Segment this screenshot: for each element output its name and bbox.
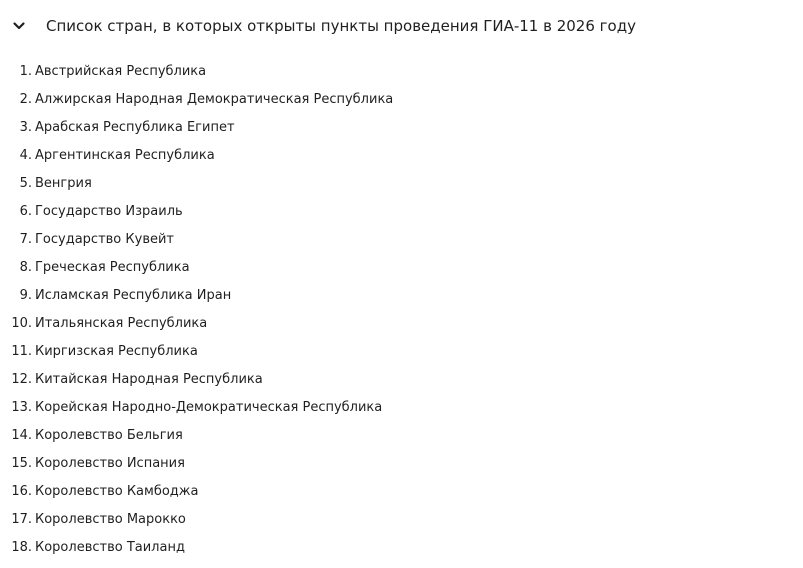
list-item-number: 8. — [19, 260, 32, 275]
list-item-label: Королевство Марокко — [35, 512, 186, 527]
chevron-down-icon[interactable] — [11, 18, 27, 34]
list-item — [0, 144, 393, 172]
list-item — [0, 480, 393, 508]
list-item-label: Королевство Испания — [35, 456, 185, 471]
list-item-number: 2. — [19, 92, 32, 107]
list-item — [0, 172, 393, 200]
list-item-number: 11. — [11, 344, 32, 359]
list-item — [0, 536, 393, 564]
list-item — [0, 200, 393, 228]
list-item-label: Королевство Таиланд — [35, 540, 185, 555]
list-item-label: Греческая Республика — [35, 260, 190, 275]
list-item-number: 9. — [19, 288, 32, 303]
list-item-number: 5. — [19, 176, 32, 191]
list-item-number: 10. — [11, 316, 32, 331]
list-item-label: Австрийская Республика — [35, 64, 207, 79]
list-item-number: 18. — [11, 540, 32, 555]
list-item — [0, 228, 393, 256]
list-item-label: Венгрия — [35, 176, 92, 191]
list-item — [0, 508, 393, 536]
list-item-label: Итальянская Республика — [35, 316, 208, 331]
list-item-label: Корейская Народно-Демократическая Республика — [35, 400, 383, 415]
list-item-number: 16. — [11, 484, 32, 499]
accordion-toggle[interactable] — [0, 0, 803, 54]
country-list — [0, 60, 393, 564]
list-item-label: Государство Израиль — [35, 204, 183, 219]
list-item — [0, 452, 393, 480]
list-item — [0, 284, 393, 312]
list-item-label: Королевство Камбоджа — [35, 484, 199, 499]
list-item-label: Алжирская Народная Демократическая Республика — [35, 92, 394, 107]
list-item-number: 4. — [19, 148, 32, 163]
list-item-label: Государство Кувейт — [35, 232, 175, 247]
list-item — [0, 256, 393, 284]
list-item — [0, 368, 393, 396]
accordion-title: Список стран, в которых открыты пункты проведения ГИА-11 в 2026 году — [46, 17, 636, 35]
list-item-label: Китайская Народная Республика — [35, 372, 263, 387]
list-item-label: Аргентинская Республика — [35, 148, 215, 163]
list-item-number: 13. — [11, 400, 32, 415]
list-item — [0, 424, 393, 452]
list-item — [0, 60, 393, 88]
list-item-label: Королевство Бельгия — [35, 428, 183, 443]
list-item-number: 17. — [11, 512, 32, 527]
list-item-number: 3. — [19, 120, 32, 135]
list-item-number: 12. — [11, 372, 32, 387]
list-item-number: 14. — [11, 428, 32, 443]
list-item — [0, 312, 393, 340]
list-item-label: Арабская Республика Египет — [35, 120, 235, 135]
list-item — [0, 88, 393, 116]
list-item — [0, 116, 393, 144]
list-item-number: 15. — [11, 456, 32, 471]
list-item-label: Исламская Республика Иран — [35, 288, 232, 303]
list-item — [0, 396, 393, 424]
list-item — [0, 340, 393, 368]
list-item-number: 6. — [19, 204, 32, 219]
list-item-number: 1. — [19, 64, 32, 79]
list-item-number: 7. — [19, 232, 32, 247]
list-item-label: Киргизская Республика — [35, 344, 198, 359]
